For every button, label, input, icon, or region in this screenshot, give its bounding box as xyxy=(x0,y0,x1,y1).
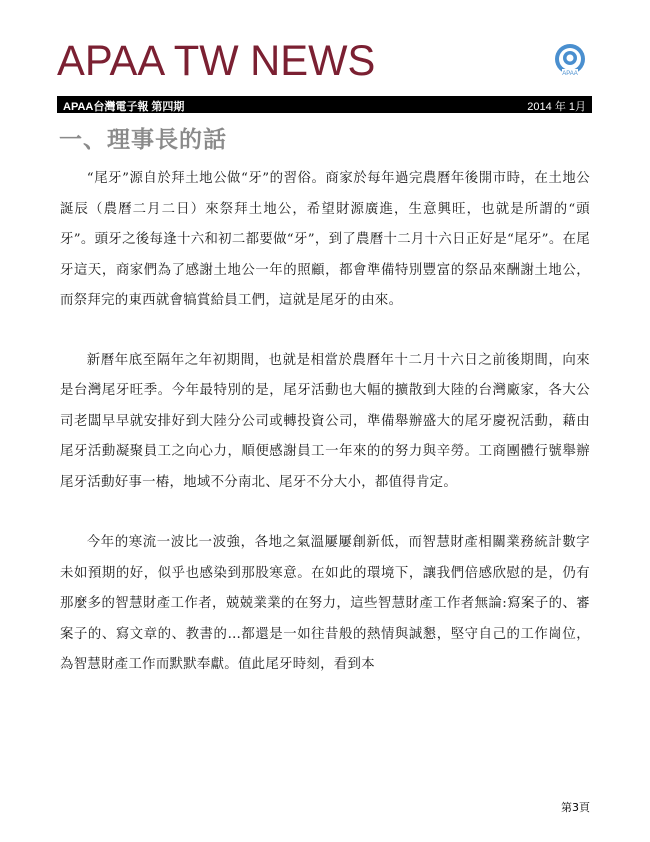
issue-date: 2014 年 1月 xyxy=(527,101,586,113)
article-body xyxy=(60,164,590,711)
section-title: 一、理事長的話 xyxy=(59,127,227,153)
issue-bar xyxy=(57,96,592,113)
logo-text: APAA xyxy=(562,71,578,77)
page-number: 第3頁 xyxy=(561,801,590,814)
apaa-logo-icon xyxy=(553,42,587,82)
paragraph-3: 今年的寒流一波比一波強，各地之氣溫屢屢創新低，而智慧財產相關業務統計數字未如預期的好，似乎也感染到那股寒意。在如此的環境下，讓我們倍感欣慰的是，仍有那麼多的智慧財產工作者，兢兢業業的在努力，這些智慧財產工作者無論:寫案子的、審案子的、寫文章的、教書的…都還是一如往昔般的熱情與誠懇，堅守自己的工作崗位，為智慧財產工作而默默奉獻。值此尾牙時刻，看到本 xyxy=(60,535,590,672)
paragraph-2: 新曆年底至隔年之年初期間，也就是相當於農曆年十二月十六日之前後期間，向來是台灣尾牙旺季。今年最特別的是，尾牙活動也大幅的擴散到大陸的台灣廠家，各大公司老闆早早就安排好到大陸分公司或轉投資公司，準備舉辦盛大的尾牙慶祝活動，藉由尾牙活動凝聚員工之向心力，順便感謝員工一年來的的努力與辛勞。工商團體行號舉辦尾牙活動好事一樁，地域不分南北、尾牙不分大小，都值得肯定。 xyxy=(60,352,590,490)
issue-label: APAA台灣電子報 第四期 xyxy=(63,101,185,113)
paragraph-1: “尾牙”源自於拜土地公做“牙”的習俗。商家於每年過完農曆年後開市時，在土地公誕辰（農曆二月二日）來祭拜土地公，希望財源廣進，生意興旺，也就是所謂的“頭牙”。頭牙之後每逢十六和初二都要做“牙”，到了農曆十二月十六日正好是“尾牙”。在尾牙這天，商家們為了感謝土地公一年的照顧，都會準備特別豐富的祭品來酬謝土地公，而祭拜完的東西就會犒賞給員工們，這就是尾牙的由來。 xyxy=(60,171,590,308)
masthead-title: APAA TW NEWS xyxy=(57,37,376,85)
